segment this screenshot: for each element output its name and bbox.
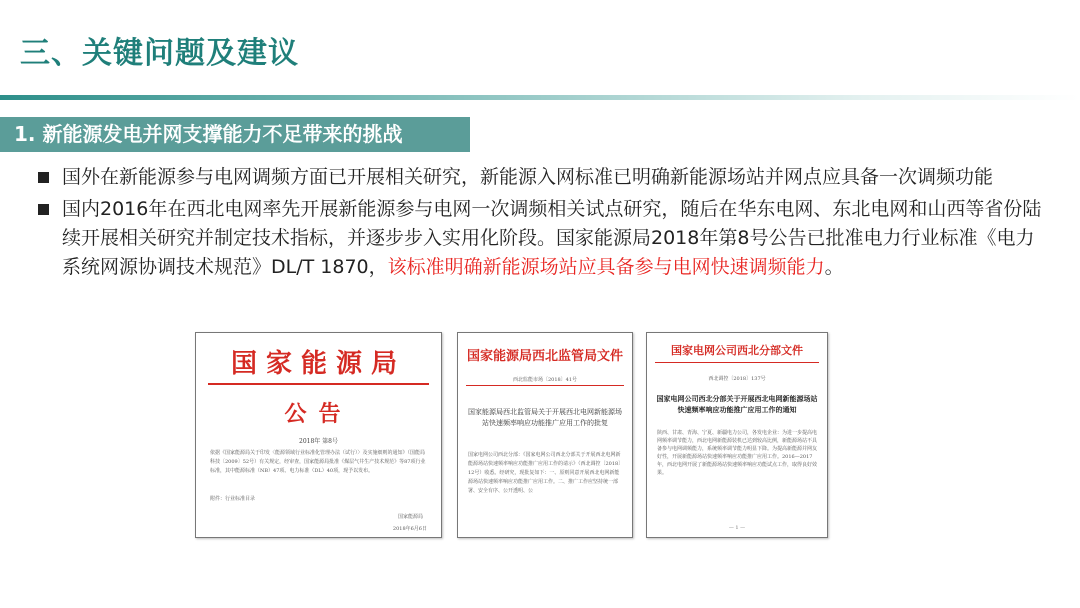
bullet-square-icon xyxy=(38,172,49,183)
doc-date: 2018年6月6日 xyxy=(392,526,427,532)
doc-heading: 国家能源局 xyxy=(230,349,406,379)
bullet-text: 国内2016年在西北电网率先开展新能源参与电网一次调频相关试点研究，随后在华东电网、东北电网和山西等省份陆续开展相关研究并制定技术指标，并逐步步入实用化阶段。国家能源局2018年第8号公告已批准电力行业标准《电力系统网源协调技术规范》DL/T 1870， xyxy=(62,198,1042,278)
doc-attachment: 附件：行业标准目录 xyxy=(210,496,256,502)
page-title: 三、关键问题及建议 xyxy=(20,36,299,71)
bullet-text: 国外在新能源参与电网调频方面已开展相关研究，新能源入网标准已明确新能源场站并网点应具备一次调频功能 xyxy=(62,166,994,188)
doc-number: 西北调控〔2018〕137号 xyxy=(708,376,766,382)
doc-body: 陕西、甘肃、青海、宁夏、新疆电力公司，各发电企业：为进一步提高电网频率调节能力，西北电网新能源装机已达到较高比例，新能源场站不具备参与电网调频能力，系统频率调节能力明显下降。为提高新能源并网友好性，开展新能源场站快速频率响应功能推广应用工作。2016—2017年，西北电网开展了新能源场站快速频率响应功能试点工作，取得良好效果。 xyxy=(657,430,818,476)
title-divider xyxy=(0,95,1080,100)
doc-body: 依据《国家能源局关于印发〈能源领域行业标准化管理办法（试行）〉及实施细则的通知》（国能局科技〔2009〕52号）有关规定，经审查，国家能源局批准《煤层气井生产技术规范》等87项行业标准，其中能源标准（NB）47项、电力标准（DL）40项，现予以发布。 xyxy=(210,450,426,474)
doc-title: 国家能源局西北监管局关于开展西北电网新能源场站快速频率响应功能推广应用工作的批复 xyxy=(468,408,622,427)
doc-heading: 国家电网公司西北分部文件 xyxy=(671,344,803,357)
document-image-nea-notice xyxy=(195,332,442,538)
doc-number: 2018年 第8号 xyxy=(299,438,338,445)
doc-number: 西北监能市场〔2018〕41号 xyxy=(512,377,578,383)
doc-notice-title: 公告 xyxy=(284,401,353,427)
bullet-end: 。 xyxy=(824,256,844,278)
doc-title: 国家电网公司西北分部关于开展西北电网新能源场站快速频率响应功能推广应用工作的通知 xyxy=(656,394,818,414)
bullet-item xyxy=(36,195,1046,282)
doc-page-number: — 1 — xyxy=(728,525,746,531)
doc-red-rule xyxy=(208,383,429,385)
doc-red-rule xyxy=(655,362,819,363)
bullet-highlight: 该标准明确新能源场站应具备参与电网快速调频能力 xyxy=(387,256,825,278)
bullet-list xyxy=(36,163,1046,285)
document-image-northwest-regulator xyxy=(457,332,633,538)
doc-body: 国家电网公司西北分部：《国家电网公司西北分部关于开展西北电网新能源场站快速频率响应功能推广应用工作的请示》（西北调控〔2018〕12号）收悉。经研究，现批复如下：一、原则同意开展西北电网新能源场站快速频率响应功能推广应用工作。二、推广工作应坚持统一部署、安全有序、公开透明、公 xyxy=(468,452,621,494)
section-subtitle: 1. 新能源发电并网支撑能力不足带来的挑战 xyxy=(0,117,470,152)
bullet-square-icon xyxy=(38,204,49,215)
doc-red-rule xyxy=(466,385,624,386)
doc-heading: 国家能源局西北监管局文件 xyxy=(466,349,623,364)
doc-org: 国家能源局 xyxy=(397,514,423,520)
document-image-sgcc-northwest xyxy=(646,332,828,538)
bullet-item xyxy=(36,163,1046,192)
